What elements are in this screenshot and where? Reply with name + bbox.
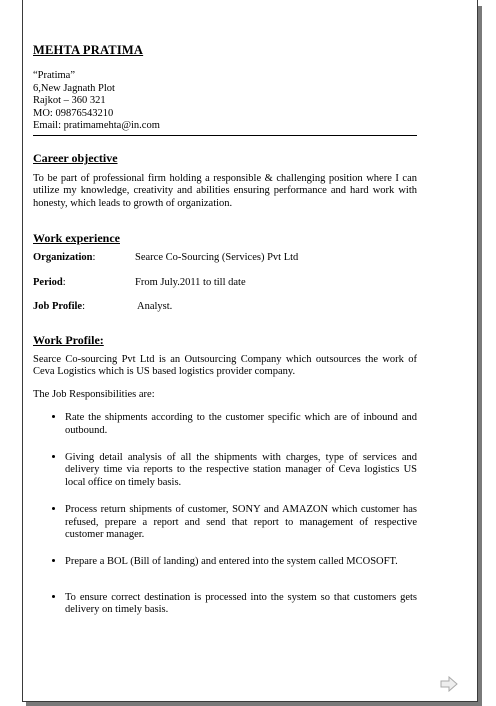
page-shadow-bottom	[26, 702, 482, 706]
work-experience-heading: Work experience	[33, 230, 120, 245]
address-line: MO: 09876543210	[33, 107, 114, 119]
responsibilities-list	[33, 411, 417, 616]
next-page-arrow-icon[interactable]	[440, 676, 458, 692]
career-text: To be part of professional firm holding a responsible & challenging position where I can utilize my knowledge, creativity and abilities ensuring performance and hard work with honesty, which leads to growth of organization.	[33, 172, 417, 209]
row-value: Analyst.	[137, 301, 173, 313]
row-label: Organization	[33, 252, 93, 264]
list-item: • Giving detail analysis of all the shipments with charges, type of services and delivery time via reports to the respective station manager of Ceva logistics US local office on timely basis.	[65, 451, 417, 489]
address-line: 6,New Jagnath Plot	[33, 82, 115, 94]
row-value: From July.2011 to till date	[135, 276, 246, 288]
responsibilities-title: The Job Responsibilities are:	[33, 388, 155, 400]
address-line: Rajkot – 360 321	[33, 95, 106, 107]
candidate-name: MEHTA PRATIMA	[33, 43, 144, 57]
page-shadow-right	[478, 6, 482, 704]
experience-row	[33, 277, 417, 289]
email-line: Email: pratimamehta@in.com	[33, 119, 160, 131]
work-profile-intro: Searce Co-sourcing Pvt Ltd is an Outsourcing Company which outsources the work of Ceva Logistics which is US based logistics provider company.	[33, 354, 417, 378]
row-colon: :	[82, 301, 86, 313]
row-colon: :	[62, 276, 66, 288]
work-profile-heading: Work Profile:	[33, 332, 104, 347]
work-experience-table	[33, 252, 417, 313]
row-colon: :	[92, 252, 96, 264]
row-value: Searce Co-Sourcing (Services) Pvt Ltd	[135, 252, 299, 264]
list-item: • Prepare a BOL (Bill of landing) and entered into the system called MCOSOFT.	[65, 555, 417, 568]
experience-row	[33, 301, 417, 313]
experience-row	[33, 252, 417, 264]
row-label: Period	[33, 276, 63, 288]
resume-content	[33, 44, 417, 631]
list-item: • Process return shipments of customer, SONY and AMAZON which customer has refused, prepare a report and send that report to management of respective customer manager.	[65, 503, 417, 541]
header-divider	[33, 135, 417, 136]
list-item: • To ensure correct destination is processed into the system so that customers gets delivery on timely basis.	[65, 591, 417, 617]
row-label: Job Profile	[33, 301, 83, 313]
list-item: • Rate the shipments according to the customer specific which are of inbound and outbound.	[65, 411, 417, 437]
address-block	[33, 70, 417, 132]
career-heading: Career objective	[33, 151, 118, 166]
address-line: “Pratima”	[33, 70, 75, 82]
